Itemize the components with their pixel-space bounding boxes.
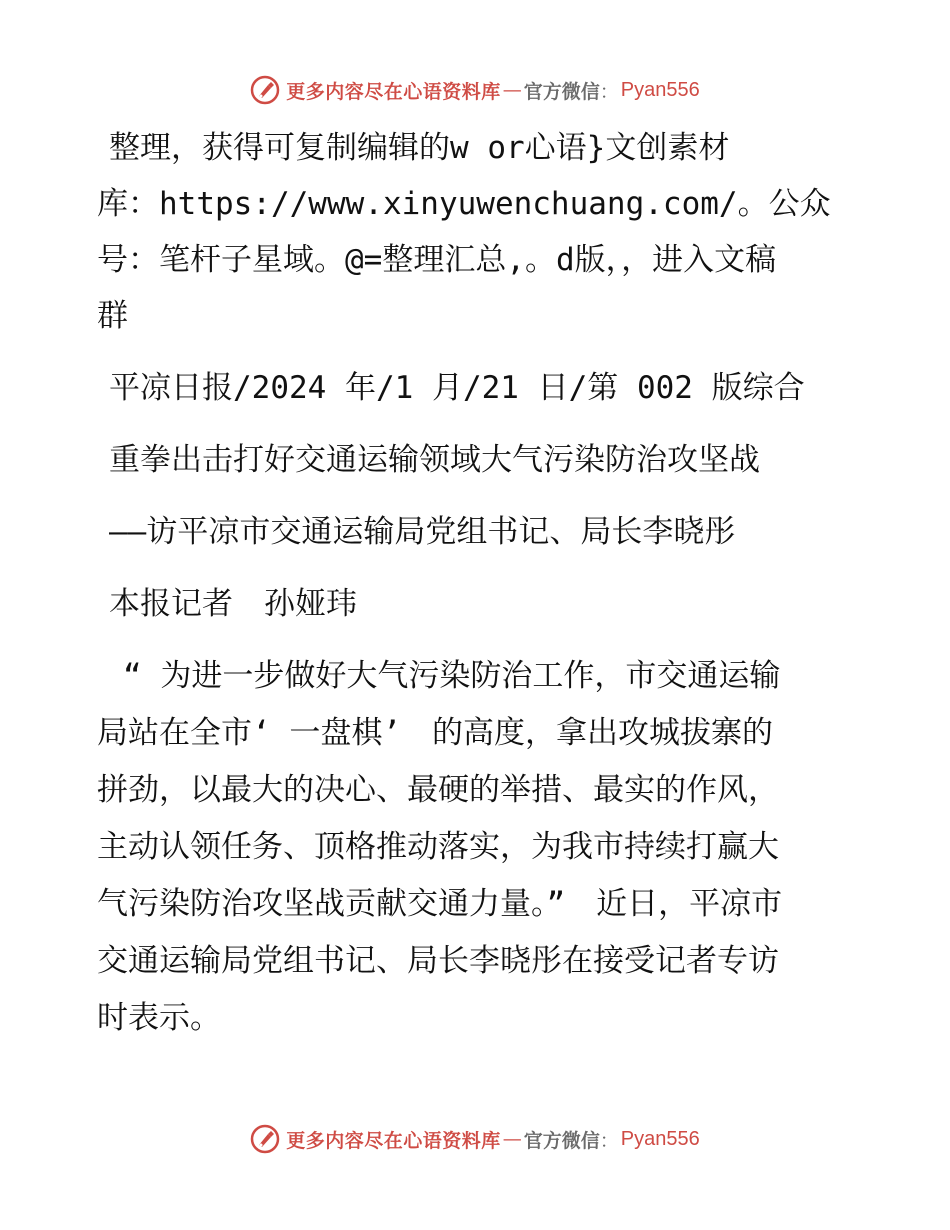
- intro-line-3: 号：笔杆子星域。@=整理汇总,。d版，，进入文稿: [97, 242, 777, 278]
- watermark-wechat-id: Pyan556: [620, 1127, 700, 1150]
- intro-line-4: 群: [97, 298, 128, 334]
- top-watermark-banner: [0, 70, 950, 110]
- intro-line-1: 整理，获得可复制编辑的w or心语}文创素材: [109, 130, 730, 166]
- watermark-brand-text: 更多内容尽在心语资料库: [286, 1129, 501, 1152]
- watermark-wechat-label: 官方微信: [523, 1129, 600, 1152]
- bottom-watermark-banner: [0, 1119, 950, 1159]
- body-line: 时表示。: [97, 1000, 221, 1036]
- article-source: 平凉日报/2024 年/1 月/21 日/第 002 版综合: [109, 370, 805, 406]
- body-line: 交通运输局党组书记、局长李晓彤在接受记者专访: [97, 943, 779, 979]
- watermark-dash: —: [502, 79, 522, 101]
- article-byline: 本报记者 孙娅玮: [109, 586, 357, 622]
- intro-line-2: 库：https://www.xinyuwenchuang.com/。公众: [97, 186, 831, 222]
- intro-paragraph: [97, 120, 867, 344]
- article-body-paragraph: [97, 648, 867, 1047]
- body-line: 气污染防治攻坚战贡献交通力量。” 近日，平凉市: [97, 886, 783, 922]
- watermark-colon: ：: [599, 80, 619, 103]
- watermark-wechat-id: Pyan556: [620, 78, 700, 101]
- article-title: 重拳出击打好交通运输领域大气污染防治攻坚战: [109, 442, 760, 478]
- watermark-colon: ：: [599, 1129, 619, 1152]
- body-line: 局站在全市‘ 一盘棋’ 的高度，拿出攻城拔寨的: [97, 715, 773, 751]
- body-line: 拼劲，以最大的决心、最硬的举措、最实的作风，: [97, 772, 779, 808]
- watermark-brand-text: 更多内容尽在心语资料库: [286, 80, 501, 103]
- article-subtitle: ——访平凉市交通运输局党组书记、局长李晓彤: [109, 514, 736, 550]
- document-content: [97, 120, 867, 1047]
- fountain-pen-circle-icon: [250, 1124, 280, 1154]
- body-line: “ 为进一步做好大气污染防治工作，市交通运输: [123, 658, 781, 694]
- watermark-wechat-label: 官方微信: [523, 80, 600, 103]
- fountain-pen-circle-icon: [250, 75, 280, 105]
- body-line: 主动认领任务、顶格推动落实，为我市持续打赢大: [97, 829, 779, 865]
- watermark-dash: —: [502, 1128, 522, 1150]
